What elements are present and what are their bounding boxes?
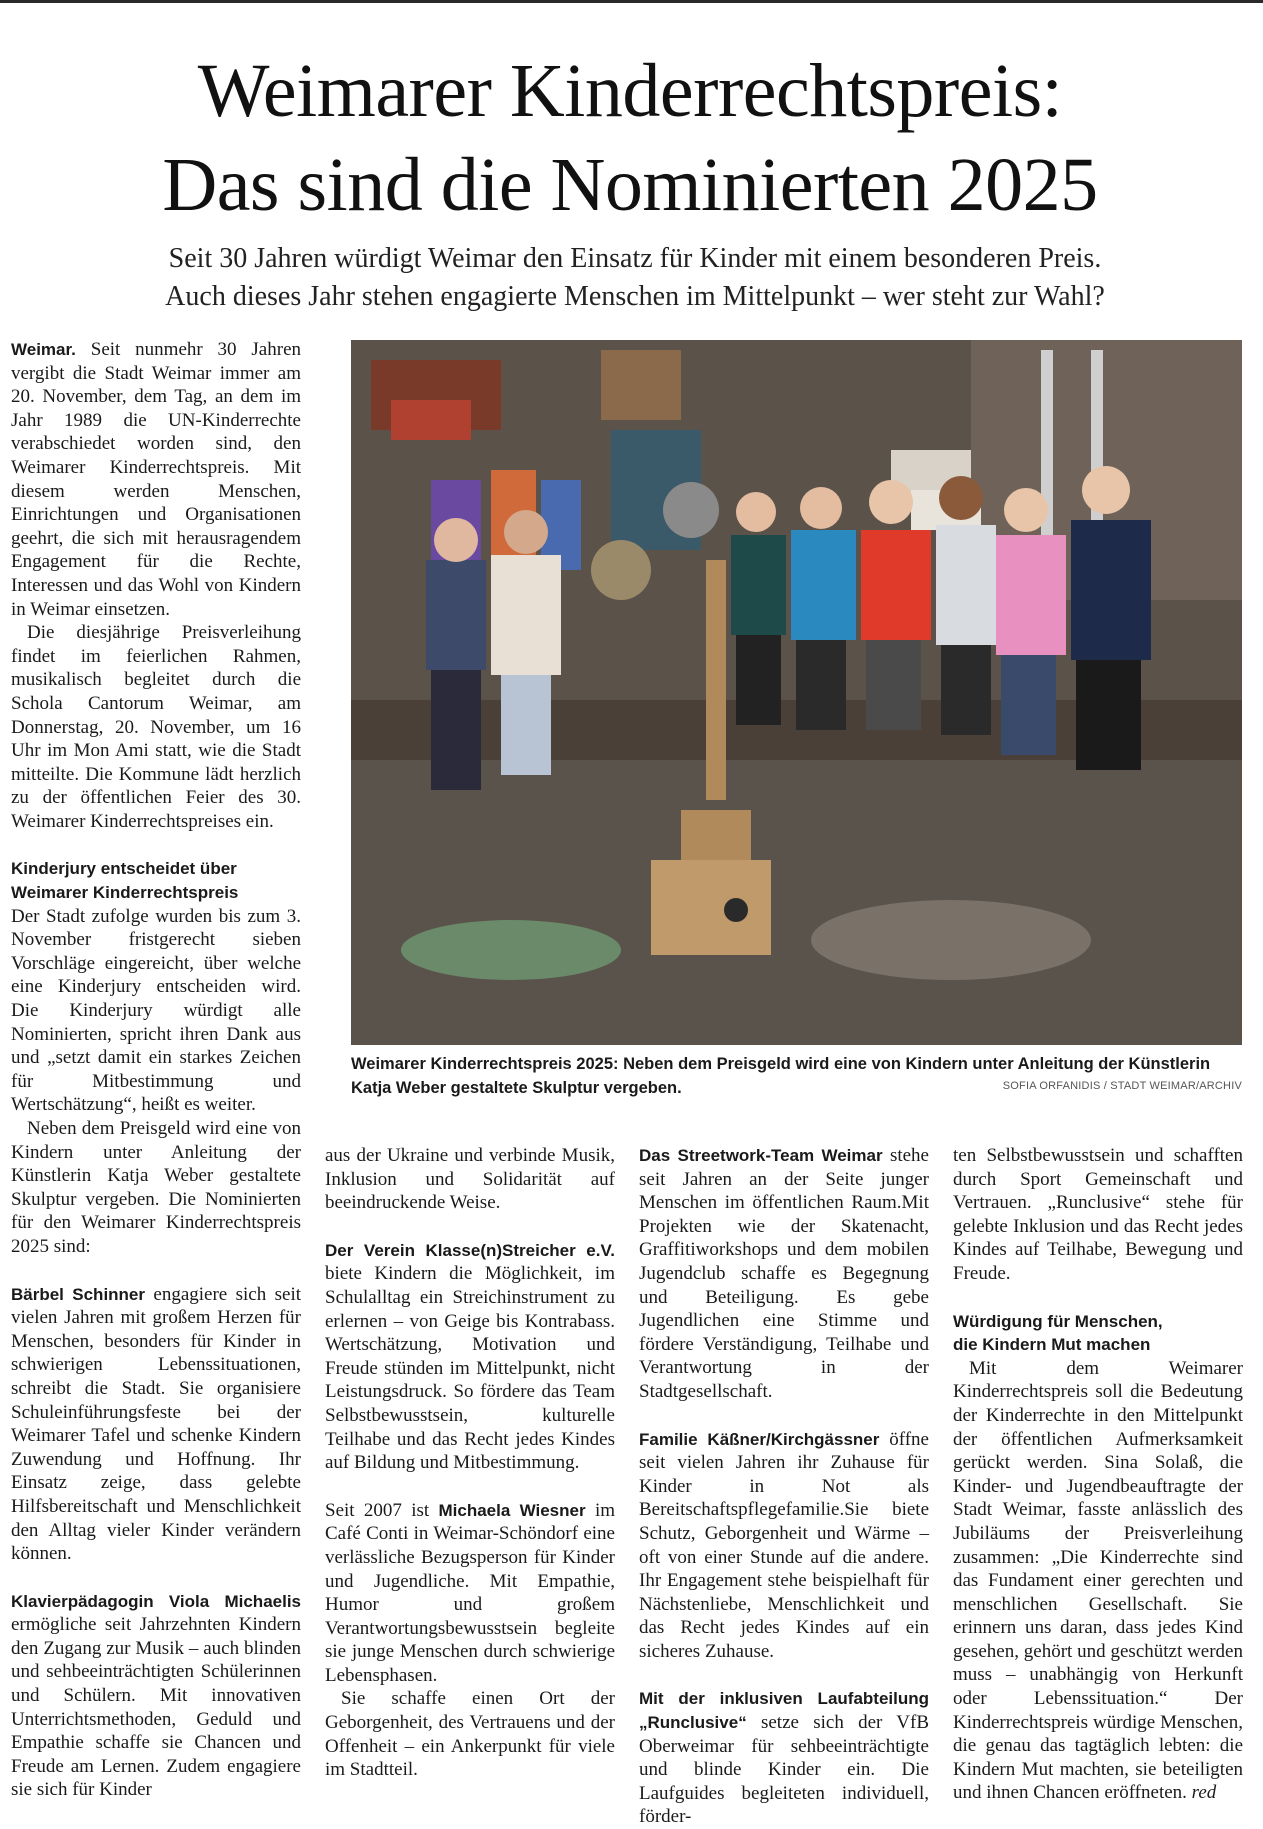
headline-line-1: Weimarer Kinderrechtspreis: bbox=[197, 49, 1063, 133]
article-subtitle bbox=[40, 240, 1230, 316]
nominee-name: Bärbel Schinner bbox=[11, 1284, 146, 1304]
paragraph-text: engagiere sich seit vielen Jahren mit großem Herzen für Menschen, besonders für Kinder in schwierigen Lebenssituationen, schreibt die Stadt. Sie organisiere Schuleinführungsfeste bei der Weimarer Tafel und schenke Kindern Zuwendung und Hoffnung. Ihr Einsatz zeige, dass gelebte Hilfsbereitschaft und Menschlichkeit den Alltag vieler Kinder verändern können. bbox=[11, 1283, 302, 1565]
photo-illustration bbox=[351, 340, 1242, 1045]
subheading-line-2: die Kindern Mut machen bbox=[953, 1335, 1151, 1355]
paragraph-text: setze sich der VfB Oberweimar für sehbeeinträchtigte und blinde Kinder ein. Die Laufguides begleiteten individuell, förder- bbox=[639, 1712, 930, 1828]
dateline: Weimar. bbox=[11, 340, 76, 359]
nominee-name: Das Streetwork-Team Weimar bbox=[639, 1146, 883, 1165]
subheading-line-1: Kinderjury entscheidet über bbox=[11, 859, 237, 879]
paragraph: Sie schaffe einen Ort der Geborgenheit, des Vertrauens und der Offenheit – ein Ankerpunkt für viele im Stadtteil. bbox=[325, 1688, 615, 1781]
column-1 bbox=[11, 338, 301, 1802]
paragraph bbox=[639, 1144, 929, 1404]
article-headline bbox=[40, 44, 1220, 232]
column-2 bbox=[325, 1144, 615, 1782]
nominee-name: Klavierpädagogin Viola Michaelis bbox=[11, 1591, 301, 1611]
paragraph bbox=[639, 1687, 929, 1829]
paragraph: ten Selbstbewusstsein und schafften durch Sport Gemeinschaft und Vertrauen. „Runclusive“ stehe für gelebte Inklusion und das Recht jedes Kindes auf Teilhabe, Bewegung und Freude. bbox=[953, 1145, 1243, 1284]
paragraph: Der Stadt zufolge wurden bis zum 3. November fristgerecht sieben Vorschläge eingereicht, über welche eine Kinderjury entscheiden wird. Die Kinderjury würdigt alle Nominierten, spricht ihren Dank aus und „setzt damit ein starkes Zeichen für Mitbestimmung und Wertschätzung“, heißt es weiter. bbox=[11, 905, 301, 1116]
paragraph-text: Seit 2007 ist bbox=[325, 1499, 430, 1521]
paragraph: Neben dem Preisgeld wird eine von Kindern unter Anleitung der Künstlerin Katja Weber gestaltete Skulptur vergeben. Die Nominierten für den Weimarer Kinderrechtspreis 2025 sind: bbox=[11, 1118, 301, 1257]
paragraph-text: öffne seit vielen Jahren ihr Zuhause für Kinder in Not als Bereitschaftspflegefamilie.Sie biete Schutz, Geborgenheit und Wärme – oft von einer Stunde auf die andere. Ihr Engagement stehe beispielhaft für Nächstenliebe, Menschlichkeit und das Recht jedes Kindes auf ein sicheres Zuhause. bbox=[639, 1428, 929, 1662]
author-signature: red bbox=[1191, 1782, 1217, 1804]
paragraph bbox=[639, 1428, 929, 1664]
top-rule bbox=[0, 0, 1263, 3]
paragraph-text: Seit nunmehr 30 Jahren vergibt die Stadt Weimar immer am 20. November, dem Tag, an dem im Jahr 1989 die UN-Kinderrechte verabschiedet worden sind, den Weimarer Kinderrechtspreis. Mit diesem werden Menschen, Einrichtungen und Organisationen geehrt, die sich mit herausragendem Engagement für die Rechte, Interessen und das Wohl von Kindern in Weimar einsetzen. bbox=[11, 339, 302, 620]
paragraph: aus der Ukraine und verbinde Musik, Inklusion und Solidarität auf beeindruckende Weise. bbox=[325, 1145, 615, 1214]
column-3 bbox=[639, 1144, 929, 1829]
subheading bbox=[953, 1310, 1243, 1357]
photo-caption: Weimarer Kinderrechtspreis 2025: Neben dem Preisgeld wird eine von Kindern unter Anleitung der Künstlerin Katja Weber gestaltete Skulptur vergeben. bbox=[351, 1055, 1211, 1097]
paragraph bbox=[953, 1357, 1243, 1805]
headline-line-2: Das sind die Nominierten 2025 bbox=[162, 143, 1098, 227]
paragraph bbox=[325, 1239, 615, 1475]
nominee-name: Der Verein Klasse(n)Streicher e.V. bbox=[325, 1240, 615, 1260]
paragraph-text: ermögliche seit Jahrzehnten Kindern den Zugang zur Musik – auch blinden und sehbeeinträchtigten Schülerinnen und Schülern. Mit innovativen Unterrichtsmethoden, Geduld und Empathie schaffe sie Chancen und Freude am Lernen. Zudem engagiere sie sich für Kinder bbox=[11, 1614, 301, 1801]
nominee-name: Michaela Wiesner bbox=[438, 1500, 586, 1520]
article-photo bbox=[351, 340, 1242, 1045]
paragraph bbox=[11, 338, 301, 621]
paragraph bbox=[325, 1499, 615, 1688]
subtitle-line-1: Seit 30 Jahren würdigt Weimar den Einsatz für Kinder mit einem besonderen Preis. bbox=[168, 243, 1102, 274]
paragraph-text: biete Kindern die Möglichkeit, im Schulalltag ein Streichinstrument zu erlernen – von Geige bis Kontrabass. Wertschätzung, Motivation und Freude stünden im Mittelpunkt, nicht Leistungsdruck. So fördere das Team Selbstbewusstsein, kulturelle Teilhabe und das Recht jedes Kindes auf Bildung und Mitbestimmung. bbox=[325, 1263, 615, 1474]
nominee-name: Mit der inklusiven Laufabteilung „Runclusive“ bbox=[639, 1689, 929, 1733]
photo-credit: SOFIA ORFANIDIS / STADT WEIMAR/ARCHIV bbox=[1002, 1080, 1242, 1092]
subheading bbox=[11, 857, 301, 904]
paragraph: Die diesjährige Preisverleihung findet im feierlichen Rahmen, musikalisch begleitet durch die Schola Cantorum Weimar, am Donnerstag, 20. November, um 16 Uhr im Mon Ami statt, wie die Stadt mitteilte. Die Kommune lädt herzlich zu der öffentlichen Feier des 30. Weimarer Kinderrechtspreises ein. bbox=[11, 622, 301, 832]
paragraph-text: Mit dem Weimarer Kinderrechtspreis soll die Bedeutung der Kinderrechte in den Mittelpunkt der öffentlichen Aufmerksamkeit gerückt werden. Sina Solaß, die Kinder- und Jugendbeauftragte der Stadt Weimar, fasste anlässlich des Jubiläums der Preisverleihung zusammen: „Die Kinderrechte sind das Fundament einer gerechten und menschlichen Gesellschaft. Sie erinnern uns daran, dass jedes Kind gesehen, gehört und geschützt werden muss – unabhängig von Herkunft oder Lebenssituation.“ Der Kinderrechtspreis würdige Menschen, die genau das tagtäglich lebten: die Kindern Mut machten, sie beteiligten und ihnen Chancen eröffneten. bbox=[953, 1357, 1243, 1804]
column-4 bbox=[953, 1144, 1243, 1805]
subheading-line-1: Würdigung für Menschen, bbox=[953, 1311, 1163, 1331]
paragraph bbox=[11, 1590, 301, 1802]
paragraph bbox=[11, 1283, 301, 1566]
paragraph-text: stehe seit Jahren an der Seite junger Menschen im öffentlichen Raum.Mit Projekten wie der Skatenacht, Graffitiworkshops und dem mobilen Jugendclub schaffe es Begegnung und Beteiligung. Es gebe Jugendlichen eine Stimme und fördere Verständigung, Teilhabe und Verantwortung in der Stadtgesellschaft. bbox=[639, 1145, 929, 1402]
paragraph-text: im Café Conti in Weimar-Schöndorf eine verlässliche Bezugsperson für Kinder und Jugendliche. Mit Empathie, Humor und großem Verantwortungsbewusstsein begleite sie junge Menschen durch schwierige Lebensphasen. bbox=[325, 1499, 615, 1686]
nominee-name: Familie Käßner/Kirchgässner bbox=[639, 1429, 880, 1449]
subheading-line-2: Weimarer Kinderrechtspreis bbox=[11, 883, 239, 903]
subtitle-line-2: Auch dieses Jahr stehen engagierte Menschen im Mittelpunkt – wer steht zur Wahl? bbox=[165, 281, 1105, 312]
